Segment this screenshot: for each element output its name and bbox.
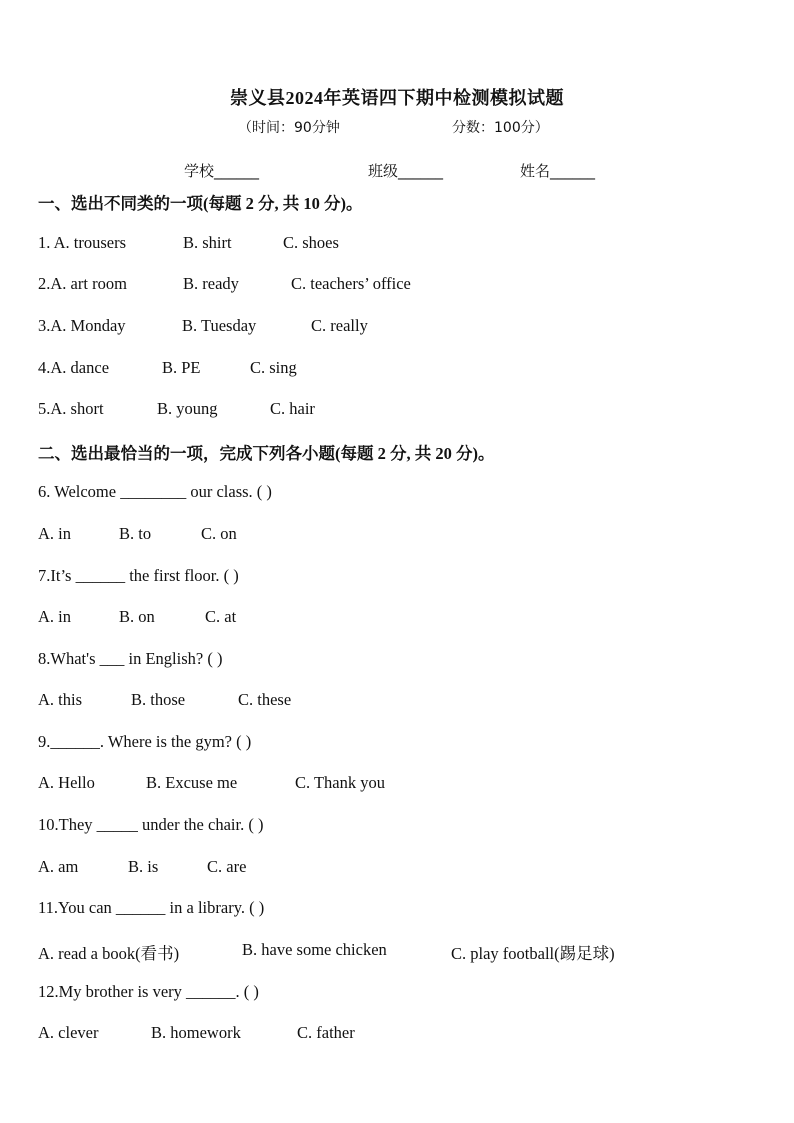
option-c: C. at xyxy=(205,607,237,626)
name-field: 姓名______ xyxy=(520,162,596,180)
class-field: 班级______ xyxy=(368,162,444,180)
option-c: C. Thank you xyxy=(295,773,385,792)
option-b: B. is xyxy=(128,857,159,876)
option-a: A. clever xyxy=(38,1023,99,1042)
option-c: C. shoes xyxy=(283,233,339,252)
question-6-stem: 6. Welcome ________ our class. ( ) xyxy=(38,482,272,501)
exam-score: 分数：100分） xyxy=(452,120,549,136)
question-12-stem: 12.My brother is very ______. ( ) xyxy=(38,982,259,1001)
school-field: 学校______ xyxy=(184,162,260,180)
option-c: C. on xyxy=(201,524,237,543)
option-a: 5.A. short xyxy=(38,399,104,418)
option-c: C. these xyxy=(238,690,292,709)
option-a: 1. A. trousers xyxy=(38,233,126,252)
option-b: B. Excuse me xyxy=(146,773,238,792)
option-a: A. this xyxy=(38,690,83,709)
option-c: C. father xyxy=(297,1023,355,1042)
option-a: A. am xyxy=(38,857,79,876)
option-b: B. PE xyxy=(162,358,201,377)
option-a: A. in xyxy=(38,524,71,543)
option-c: C. sing xyxy=(250,358,297,377)
option-a: 3.A. Monday xyxy=(38,316,126,335)
option-b: B. those xyxy=(131,690,186,709)
option-c: C. teachers’ office xyxy=(291,274,411,293)
option-b: B. to xyxy=(119,524,152,543)
question-11-stem: 11.You can ______ in a library. ( ) xyxy=(38,898,265,917)
question-9-stem: 9.______. Where is the gym? ( ) xyxy=(38,732,252,751)
option-b: B. Tuesday xyxy=(182,316,257,335)
option-b: B. homework xyxy=(151,1023,241,1042)
page-title: 崇义县2024年英语四下期中检测模拟试题 xyxy=(230,88,564,108)
option-a: A. read a book(看书) xyxy=(38,944,180,963)
question-8-stem: 8.What's ___ in English? ( ) xyxy=(38,649,223,668)
section-1-heading: 一、选出不同类的一项(每题 2 分, 共 10 分)。 xyxy=(38,194,363,213)
question-10-stem: 10.They _____ under the chair. ( ) xyxy=(38,815,264,834)
option-b: B. have some chicken xyxy=(242,940,387,959)
option-c: C. hair xyxy=(270,399,315,418)
option-b: B. on xyxy=(119,607,155,626)
option-c: C. really xyxy=(311,316,368,335)
section-2-heading: 二、选出最恰当的一项，完成下列各小题(每题 2 分, 共 20 分)。 xyxy=(38,444,495,463)
option-c: C. are xyxy=(207,857,247,876)
option-b: B. shirt xyxy=(183,233,232,252)
option-a: A. in xyxy=(38,607,71,626)
option-a: 4.A. dance xyxy=(38,358,110,377)
exam-time: （时间：90分钟 xyxy=(238,120,340,136)
option-b: B. young xyxy=(157,399,218,418)
option-c: C. play football(踢足球) xyxy=(451,944,615,963)
option-a: A. Hello xyxy=(38,773,95,792)
question-7-stem: 7.It’s ______ the first floor. ( ) xyxy=(38,566,239,585)
option-b: B. ready xyxy=(183,274,239,293)
option-a: 2.A. art room xyxy=(38,274,127,293)
